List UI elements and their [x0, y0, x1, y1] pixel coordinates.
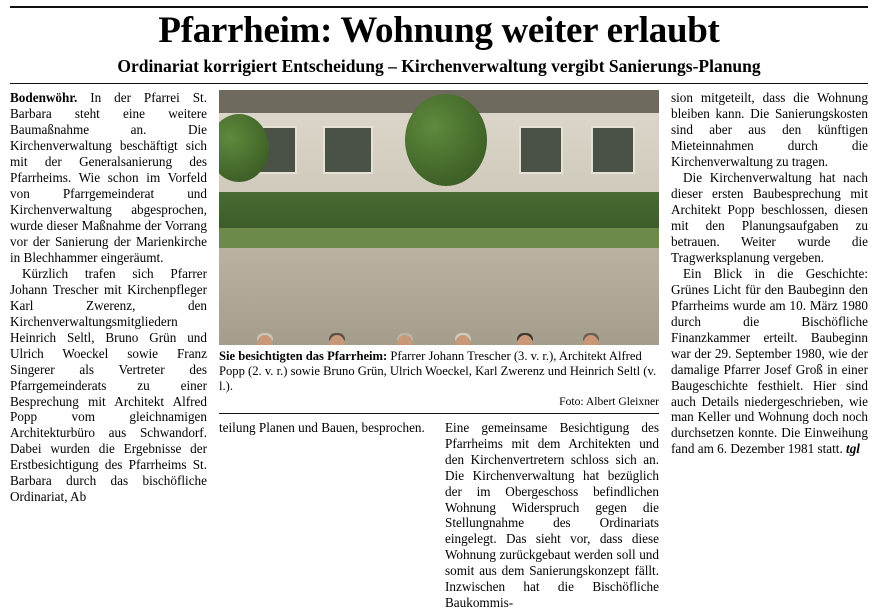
paragraph-middle-left-continued: teilung Planen und Bauen, besprochen.: [219, 419, 425, 435]
paragraph-right-3: [671, 266, 868, 458]
article-columns: [10, 90, 868, 611]
person-head: [584, 335, 599, 345]
top-rule: [10, 6, 868, 8]
column-middle-block: [219, 90, 659, 611]
person-head: [518, 335, 533, 345]
paragraph-right-3-text: Ein Blick in die Geschichte: Grünes Licht für den Baubeginn den Pfarrheims wurde am 10. März 1980 durch die Bischöfliche Finanzkammer erteilt. Baubeginn war der 29. September 1980, wie der damalige Pfarrer Josef Groß in einer Baugeschichte festhielt. Hier sind auch Details niedergeschrieben, wie man Keller und Wohnung doch noch durchsetzen konnte. Die Einweihung fand am 6. Dezember 1981 statt.: [671, 265, 868, 457]
photo-window: [591, 126, 635, 174]
person-head: [330, 335, 345, 345]
person-head: [398, 335, 413, 345]
paragraph-right-1: sion mitgeteilt, dass die Wohnung bleiben kann. Die Sanierungskosten sind aber aus den künftigen Mieteinnahmen durch die Kirchenverwaltung zu tragen.: [671, 90, 868, 169]
caption-text: Pfarrer Johann Trescher (3. v. r.), Architekt Alfred Popp (2. v. r.) sowie Bruno Grün, Ulrich Woeckel, Karl Zwerenz und Heinrich Seltl (v. l.).: [219, 349, 657, 393]
middle-text-columns: [219, 420, 659, 611]
column-middle-right: [445, 420, 659, 611]
caption-lead: Sie besichtigten das Pfarrheim:: [219, 349, 388, 364]
column-right: [671, 90, 868, 542]
photo-block: [219, 90, 659, 420]
photo-ground: [219, 233, 659, 345]
photo-hedge: [219, 192, 659, 233]
paragraph-left-2: Kürzlich trafen sich Pfarrer Johann Trescher mit Kirchenpfleger Karl Zwerenz, den Kirchenverwaltungsmitgliedern Heinrich Seltl, Bruno Grün und Ulrich Woeckel sowie Franz Singerer als Vertreter des Pfarrgemeinderats zu einer Besprechung mit Architekt Alfred Popp vom gleichnamigen Architekturbüro aus Schwandorf. Dabei wurden die Ergebnisse der Erstbesichtigung des Pfarrheims St. Barbara durch das bischöfliche Ordinariat, Ab: [10, 265, 207, 505]
paragraph-intro: [10, 90, 207, 266]
paragraph-middle-right: Eine gemeinsame Besichtigung des Pfarrheims mit dem Architekten und den Kirchenvertretern schloss sich an. Die Kirchenverwaltung hat bezüglich der im Obergeschoss befindlichen Wohnung Widerspruch gegen die Stellungnahme des Ordinariats eingelegt. Das sieht vor, dass diese Wohnung zurückgebaut werden soll und somit aus dem Sanierungskonzept fällt. Inzwischen hat die Bischöfliche Baukommis-: [445, 419, 659, 611]
photo-window: [323, 126, 373, 174]
photo-grass-strip: [219, 228, 659, 248]
person-head: [456, 335, 471, 345]
paragraph-intro-text: In der Pfarrei St. Barbara steht eine weitere Baumaßnahme an. Die Kirchenverwaltung beschäftigt sich mit der Generalsanierung des Pfarrheims. Wie schon im Vorfeld von Pfarrgemeinderat und Kirchenverwaltung abgesprochen, wurde dieser Maßnahme der Vorrang vor der Sanierung der Marienkirche in Blechhammer eingeräumt.: [10, 90, 207, 265]
subheadline: Ordinariat korrigiert Entscheidung – Kirchenverwaltung vergibt Sanierungs-Planung: [117, 55, 761, 76]
paragraph-right-2: Die Kirchenverwaltung hat nach dieser ersten Baubesprechung mit Architekt Popp beschlossen, diesen mit den Planungsaufgaben zu betrauen. Weiter wurde die Tragwerksplanung vergeben.: [671, 169, 868, 265]
author-endmark: tgl: [846, 441, 860, 457]
person-head: [258, 335, 273, 345]
photo-tree: [405, 94, 487, 186]
caption-rule: [219, 413, 659, 414]
dateline: Bodenwöhr.: [10, 90, 78, 106]
page-title: Pfarrheim: Wohnung weiter erlaubt: [158, 10, 720, 51]
article-photo: [219, 90, 659, 345]
column-middle-left: [219, 420, 433, 611]
photo-caption: [219, 349, 659, 394]
photo-credit: Foto: Albert Gleixner: [559, 394, 659, 408]
photo-window: [519, 126, 563, 174]
subhead-rule: [10, 83, 868, 84]
column-left: [10, 90, 207, 542]
